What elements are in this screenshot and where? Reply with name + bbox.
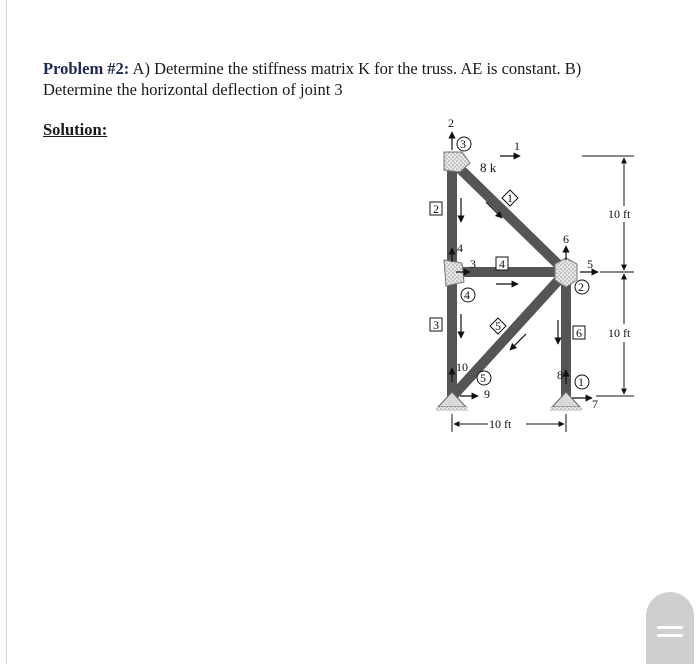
pin-support-left <box>436 392 468 411</box>
node-label-1: 1 <box>578 375 584 389</box>
dof-label-4: 4 <box>457 241 463 255</box>
dof-label-5: 5 <box>587 257 593 271</box>
node-label-3: 3 <box>460 137 466 151</box>
gusset-joint-4 <box>444 260 464 286</box>
problem-label: Problem #2: <box>43 59 130 78</box>
member-label-1: 1 <box>507 191 513 205</box>
member-label-3: 3 <box>433 318 439 332</box>
scroll-handle-button[interactable] <box>646 592 694 664</box>
dof-label-7: 7 <box>592 397 598 411</box>
node-label-5: 5 <box>480 371 486 385</box>
solution-heading: Solution: <box>43 120 108 139</box>
dof-label-3: 3 <box>470 257 476 271</box>
node-label-2: 2 <box>578 280 584 294</box>
gusset-joint-2 <box>555 258 577 287</box>
dof-label-2: 2 <box>448 116 454 130</box>
dof-label-1: 1 <box>514 139 520 153</box>
dim-label-top: 10 ft <box>608 207 631 221</box>
dim-label-bottom: 10 ft <box>608 326 631 340</box>
member-label-2: 2 <box>433 202 439 216</box>
member-label-4: 4 <box>499 257 505 271</box>
member-1 <box>452 161 566 272</box>
problem-text: A) Determine the stiffness matrix K for the truss. AE is constant. B) Determine the horizontal deflection of joint 3 <box>43 59 582 99</box>
handle-bar-top <box>657 626 683 629</box>
member-label-5: 5 <box>495 319 501 333</box>
member-label-6: 6 <box>576 326 582 340</box>
load-label: 8 k <box>480 160 497 175</box>
pin-support-right <box>550 392 582 411</box>
node-label-4: 4 <box>464 288 470 302</box>
handle-bar-bottom <box>657 634 683 637</box>
dof-label-10: 10 <box>456 360 468 374</box>
dof-label-8: 8 <box>557 368 563 382</box>
dim-label-width: 10 ft <box>489 417 512 431</box>
dof-label-6: 6 <box>563 232 569 246</box>
dof-label-9: 9 <box>484 387 490 401</box>
